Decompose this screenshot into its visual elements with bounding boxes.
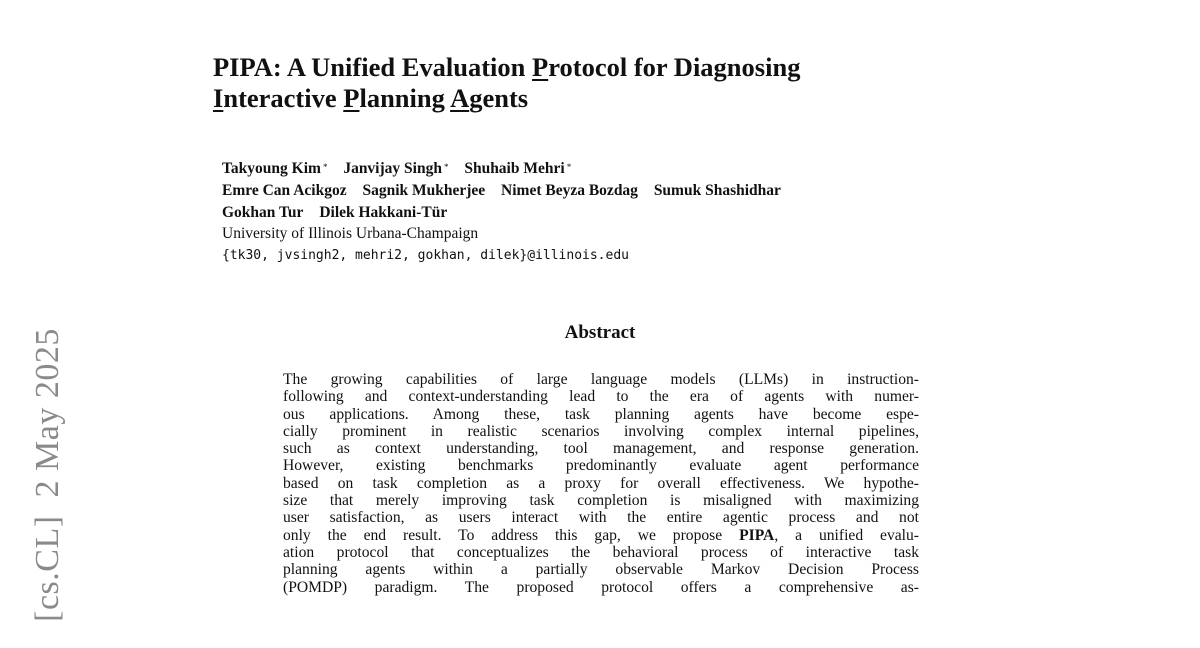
email: {tk30, jvsingh2, mehri2, gokhan, dilek}@illinois.edu	[222, 248, 629, 264]
author: Emre Can Acikgoz	[222, 181, 347, 199]
abstract-line: following and context-understanding lead to the era of agents with numer-	[283, 388, 919, 406]
equal-contrib-mark: *	[443, 162, 449, 172]
affiliation: University of Illinois Urbana-Champaign	[222, 225, 479, 243]
abstract-heading: Abstract	[564, 322, 636, 343]
author: Gokhan Tur	[222, 203, 304, 221]
title-text: P	[532, 52, 549, 82]
abstract-line	[283, 527, 919, 544]
author: Shuhaib Mehri	[464, 160, 565, 177]
equal-contrib-mark: *	[322, 162, 328, 172]
author: Janvijay Singh	[343, 160, 442, 177]
abstract-line: size that merely improving task completion is misaligned with maximizing	[283, 492, 919, 510]
abstract-line: user satisfaction, as users interact with the entire agentic process and not	[283, 509, 919, 527]
author: Sumuk Shashidhar	[653, 181, 781, 199]
title-text: lanning	[359, 83, 451, 113]
abstract-text: only the end result. To address this gap, we propose	[283, 526, 723, 544]
abstract-line: ous applications. Among these, task planning agents have become espe-	[283, 405, 919, 423]
author: Dilek Hakkani-Tür	[319, 203, 448, 221]
pipa-name: PIPA	[739, 526, 775, 544]
title-text: P	[343, 83, 360, 113]
abstract-line: However, existing benchmarks predominantly evaluate agent performance	[283, 457, 919, 475]
title-text: gents	[469, 83, 529, 113]
abstract-line: (POMDP) paradigm. The proposed protocol offers a comprehensive as-	[283, 578, 919, 596]
title-text: rotocol for Diagnosing	[548, 52, 801, 82]
author-row	[222, 158, 781, 180]
abstract-line: planning agents within a partially observable Markov Decision Process	[283, 561, 919, 579]
author: Takyoung Kim	[222, 160, 321, 177]
author: Nimet Beyza Bozdag	[501, 181, 638, 199]
paper-title	[213, 52, 1013, 114]
title-text: PIPA: A Unified Evaluation	[213, 52, 533, 82]
equal-contrib-mark: *	[566, 162, 572, 172]
author-row	[222, 180, 781, 202]
arxiv-stamp: [cs.CL] 2 May 2025	[29, 328, 66, 622]
abstract-line: such as context understanding, tool management, and response generation.	[283, 440, 919, 458]
abstract-body	[283, 371, 919, 596]
abstract-line: based on task completion as a proxy for overall effectiveness. We hypothe-	[283, 474, 919, 492]
author: Sagnik Mukherjee	[362, 181, 486, 199]
title-text: A	[450, 83, 470, 113]
abstract-text: , a unified evalu-	[774, 526, 919, 544]
abstract-line: ation protocol that conceptualizes the behavioral process of interactive task	[283, 543, 919, 561]
abstract-line: The growing capabilities of large language models (LLMs) in instruction-	[283, 371, 919, 388]
author-row	[222, 202, 781, 224]
title-text: nteractive	[223, 83, 344, 113]
title-text: I	[213, 83, 224, 113]
author-block	[222, 158, 781, 267]
abstract-line: cially prominent in realistic scenarios involving complex internal pipelines,	[283, 422, 919, 440]
